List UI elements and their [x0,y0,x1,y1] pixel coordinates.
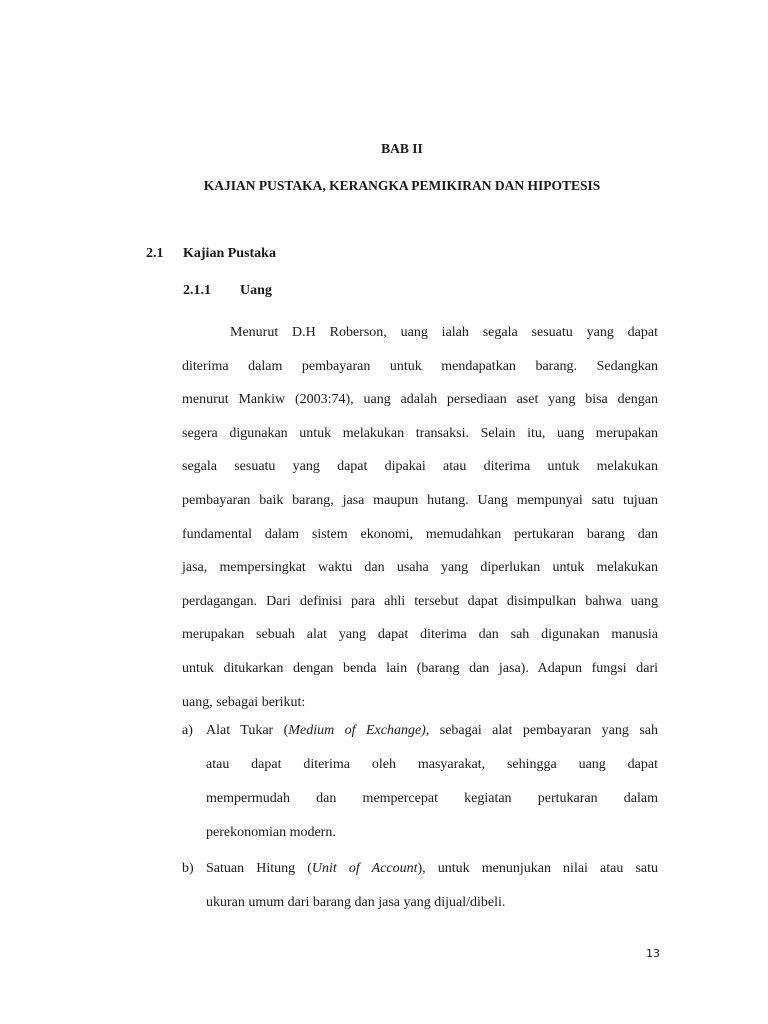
list-marker: a) [182,723,193,738]
list-item-line: ukuran umum dari barang dan jasa yang dijual/dibeli. [206,895,506,910]
list-text-segment: ), untuk menunjukan nilai atau satu [417,861,659,876]
list-item-line: atau dapat diterima oleh masyarakat, sehingga uang dapat [206,757,658,772]
paragraph-line: segera digunakan untuk melakukan transaksi. Selain itu, uang merupakan [182,425,658,441]
body-paragraph [182,316,658,719]
paragraph-line: pembayaran baik barang, jasa maupun hutang. Uang mempunyai satu tujuan [182,492,658,508]
list-emphasis-term: Medium of Exchange) [288,723,426,738]
list-text-segment: Satuan Hitung ( [206,861,312,876]
subsection-number: 2.1.1 [183,283,211,298]
paragraph-line: perdagangan. Dari definisi para ahli tersebut dapat disimpulkan bahwa uang [182,593,658,609]
paragraph-line: jasa, mempersingkat waktu dan usaha yang diperlukan untuk melakukan [182,560,658,576]
list-item-first-line [206,714,658,748]
paragraph-line: untuk ditukarkan dengan benda lain (barang dan jasa). Adapun fungsi dari [182,660,658,676]
list-item-line: perekonomian modern. [206,825,336,840]
list-item-a [182,714,658,850]
paragraph-line: fundamental dalam sistem ekonomi, memudahkan pertukaran barang dan [182,526,658,542]
list-text-segment: Alat Tukar ( [206,723,289,738]
section-number: 2.1 [146,246,164,261]
list-item-first-line [206,852,658,886]
section-title: Kajian Pustaka [183,246,276,261]
paragraph-line: segala sesuatu yang dapat dipakai atau diterima untuk melakukan [182,459,658,475]
subsection-title: Uang [240,283,272,298]
paragraph-line: diterima dalam pembayaran untuk mendapatkan barang. Sedangkan [182,358,658,374]
page-number: 13 [646,947,660,960]
paragraph-line: uang, sebagai berikut: [182,694,306,710]
list-item-b [182,852,658,920]
chapter-title: KAJIAN PUSTAKA, KERANGKA PEMIKIRAN DAN HIPOTESIS [203,178,601,193]
paragraph-line: merupakan sebuah alat yang dapat diterima dan sah digunakan manusia [182,627,658,643]
paragraph-line: menurut Mankiw (2003:74), uang adalah persediaan aset yang bisa dengan [182,392,658,408]
chapter-number: BAB II [381,141,423,156]
list-marker: b) [182,861,194,876]
list-item-line: mempermudah dan mempercepat kegiatan pertukaran dalam [206,791,658,806]
paragraph-line: Menurut D.H Roberson, uang ialah segala sesuatu yang dapat [230,325,658,340]
list-text-segment: , sebagai alat pembayaran yang sah [425,723,658,738]
list-emphasis-term: Unit of Account [311,861,418,876]
